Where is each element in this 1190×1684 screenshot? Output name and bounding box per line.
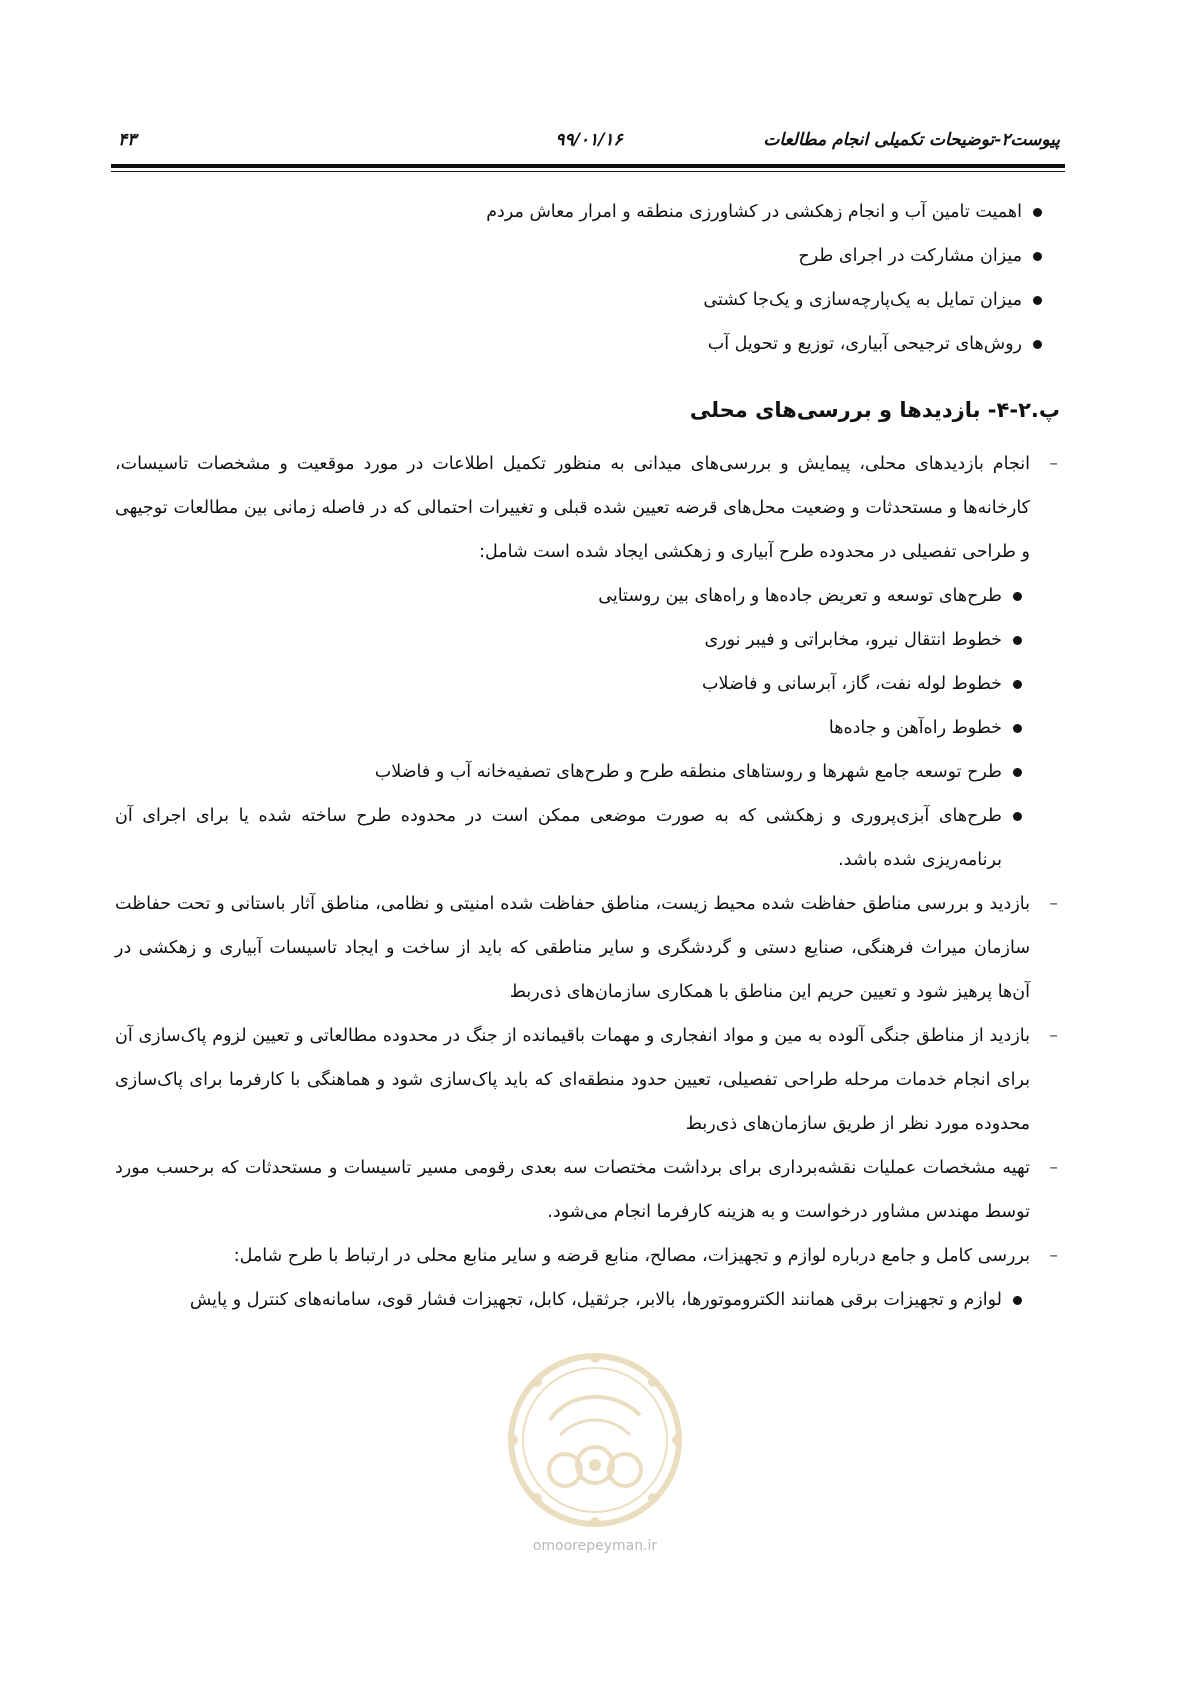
bullet-dot bbox=[1013, 592, 1022, 601]
bullet-dot bbox=[1013, 724, 1022, 733]
header-rule-thick bbox=[111, 164, 1065, 168]
header-date: ۹۹/۰۱/۱۶ bbox=[555, 130, 623, 150]
dash-marker: – bbox=[1049, 454, 1058, 474]
sub-bullet-7: لوازم و تجهیزات برقی همانند الکتروموتورها، بالابر، جرثقیل، کابل، تجهیزات فشار قوی، سامانه‌های کنترل و پایش bbox=[115, 1278, 1060, 1322]
dash-marker: – bbox=[1049, 1246, 1058, 1266]
dash-item-3-text: بازدید از مناطق جنگی آلوده به مین و مواد انفجاری و مهمات باقیمانده از جنگ در محدوده مطالعاتی و تعیین لزوم پاک‌سازی آن برای انجام خدمات مرحله طراحی تفصیلی، تعیین حدود منطقه‌ای که باید پاک‌سازی شود و هماهنگی با کارفرما برای پاک‌سازی محدوده مورد نظر از طریق سازمان‌های ذی‌ربط bbox=[115, 1026, 1030, 1134]
dash-item-1-text: انجام بازدیدهای محلی، پیمایش و بررسی‌های میدانی به منظور تکمیل اطلاعات در مورد موقعیت و مشخصات تاسیسات، کارخانه‌ها و مستحدثات و وضعیت محل‌های قرضه تعیین شده قبلی و تغییرات احتمالی که در فاصله زمانی بین مطالعات توجیهی و طراحی تفصیلی در محدوده طرح آبیاری و زهکشی ایجاد شده است شامل: bbox=[115, 454, 1030, 562]
bullet-dot bbox=[1033, 208, 1042, 217]
top-bullet-2: میزان مشارکت در اجرای طرح bbox=[115, 234, 1060, 278]
bullet-dot bbox=[1013, 768, 1022, 777]
bullet-dot bbox=[1013, 812, 1022, 821]
dash-item-3 bbox=[115, 1014, 1060, 1146]
bullet-dot bbox=[1013, 1296, 1022, 1305]
dash-item-2 bbox=[115, 882, 1060, 1014]
page-content bbox=[115, 190, 1060, 1322]
dash-item-2-text: بازدید و بررسی مناطق حفاظت شده محیط زیست، مناطق حفاظت شده امنیتی و نظامی، مناطق آثار باستانی و تحت حفاظت سازمان میراث فرهنگی، صنایع دستی و گردشگری و سایر مناطقی که باید از ساخت و ایجاد تاسیسات آبیاری و زهکشی در آن‌ها پرهیز شود و تعیین حریم این مناطق با همکاری سازمان‌های ذی‌ربط bbox=[115, 894, 1030, 1002]
dash-item-4-text: تهیه مشخصات عملیات نقشه‌برداری برای برداشت مختصات سه بعدی رقومی مسیر تاسیسات و مستحدثات که برحسب مورد توسط مهندس مشاور درخواست و به هزینه کارفرما انجام می‌شود. bbox=[115, 1158, 1030, 1222]
header-title: پیوست۲-توضیحات تکمیلی انجام مطالعات bbox=[763, 130, 1060, 150]
top-bullet-4: روش‌های ترجیحی آبیاری، توزیع و تحویل آب bbox=[115, 322, 1060, 366]
bullet-dot bbox=[1033, 252, 1042, 261]
dash-marker: – bbox=[1049, 894, 1058, 914]
page-header bbox=[118, 124, 1060, 160]
sub-bullet-2: خطوط انتقال نیرو، مخابراتی و فیبر نوری bbox=[115, 618, 1060, 662]
header-rule-thin bbox=[111, 171, 1065, 172]
bullet-dot bbox=[1013, 636, 1022, 645]
watermark-seal-icon bbox=[505, 1350, 685, 1530]
sub-bullet-4: خطوط راه‌آهن و جاده‌ها bbox=[115, 706, 1060, 750]
sub-bullet-3: خطوط لوله نفت، گاز، آبرسانی و فاضلاب bbox=[115, 662, 1060, 706]
sub-bullet-5: طرح توسعه جامع شهرها و روستاهای منطقه طرح و طرح‌های تصفیه‌خانه آب و فاضلاب bbox=[115, 750, 1060, 794]
watermark-url: omoorepeyman.ir bbox=[532, 1538, 658, 1554]
bullet-dot bbox=[1013, 680, 1022, 689]
page-number: ۴۳ bbox=[118, 130, 137, 150]
dash-item-1 bbox=[115, 442, 1060, 574]
dash-marker: – bbox=[1049, 1026, 1058, 1046]
sub-bullet-6: طرح‌های آبزی‌پروری و زهکشی که به صورت موضعی ممکن است در محدوده طرح ساخته شده یا برای اجرای آن برنامه‌ریزی شده باشد. bbox=[115, 794, 1060, 882]
section-title: پ.۲-۴- بازدیدها و بررسی‌های محلی bbox=[689, 398, 1060, 422]
bullet-dot bbox=[1033, 296, 1042, 305]
dash-item-5 bbox=[115, 1234, 1060, 1278]
dash-item-5-text: بررسی کامل و جامع درباره لوازم و تجهیزات، مصالح، منابع قرضه و سایر منابع محلی در ارتباط با طرح شامل: bbox=[233, 1246, 1030, 1266]
top-bullet-1: اهمیت تامین آب و انجام زهکشی در کشاورزی منطقه و امرار معاش مردم bbox=[115, 190, 1060, 234]
sub-bullet-1: طرح‌های توسعه و تعریض جاده‌ها و راه‌های بین روستایی bbox=[115, 574, 1060, 618]
top-bullet-3: میزان تمایل به یک‌پارچه‌سازی و یک‌جا کشتی bbox=[115, 278, 1060, 322]
bullet-dot bbox=[1033, 340, 1042, 349]
dash-marker: – bbox=[1049, 1158, 1058, 1178]
dash-item-4 bbox=[115, 1146, 1060, 1234]
